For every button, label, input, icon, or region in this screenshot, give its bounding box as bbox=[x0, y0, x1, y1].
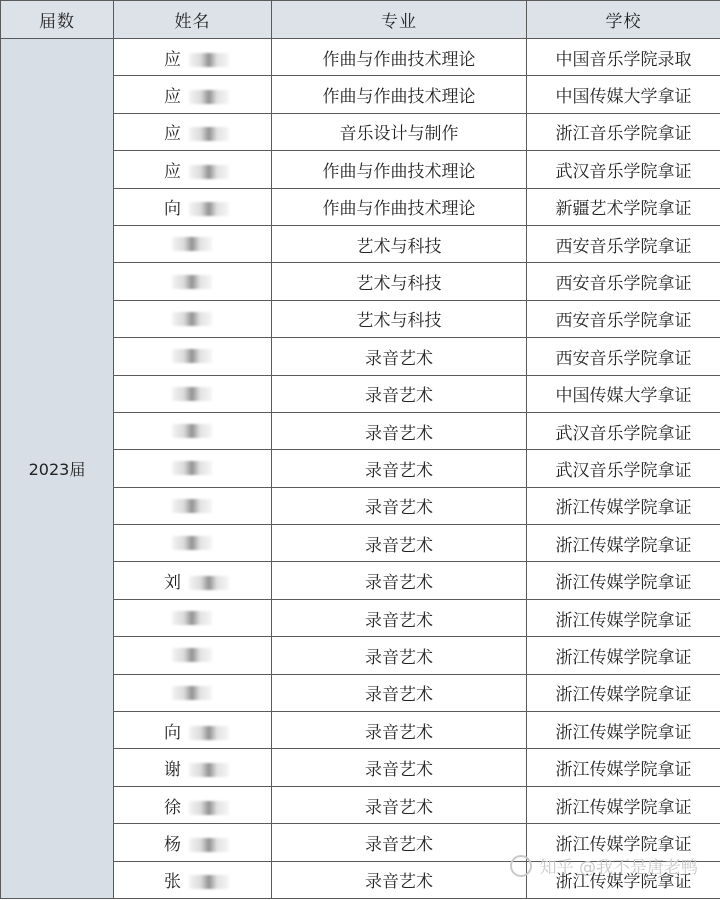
name-cell bbox=[114, 76, 272, 113]
name-text: 应 bbox=[164, 87, 181, 108]
redaction-mosaic bbox=[189, 838, 229, 852]
name-cell bbox=[114, 263, 272, 300]
header-row bbox=[1, 1, 720, 39]
school-cell: 西安音乐学院拿证 bbox=[527, 300, 720, 337]
school-cell: 浙江传媒学院拿证 bbox=[527, 525, 720, 562]
redaction-mosaic bbox=[189, 90, 229, 104]
major-cell: 录音艺术 bbox=[272, 749, 527, 786]
major-cell: 录音艺术 bbox=[272, 525, 527, 562]
school-cell: 浙江传媒学院拿证 bbox=[527, 637, 720, 674]
name-cell bbox=[114, 450, 272, 487]
school-cell: 西安音乐学院拿证 bbox=[527, 263, 720, 300]
name-cell bbox=[114, 225, 272, 262]
name-text: 应 bbox=[164, 49, 181, 70]
name-text: 谢 bbox=[164, 760, 181, 781]
major-cell: 录音艺术 bbox=[272, 637, 527, 674]
redaction-mosaic bbox=[172, 387, 212, 401]
school-cell: 武汉音乐学院拿证 bbox=[527, 412, 720, 449]
redaction-mosaic bbox=[172, 686, 212, 700]
school-cell: 武汉音乐学院拿证 bbox=[527, 450, 720, 487]
school-cell: 浙江传媒学院拿证 bbox=[527, 487, 720, 524]
major-cell: 作曲与作曲技术理论 bbox=[272, 39, 527, 76]
name-text: 刘 bbox=[164, 573, 181, 594]
redaction-mosaic bbox=[172, 648, 212, 662]
camera-icon bbox=[510, 855, 532, 877]
major-cell: 录音艺术 bbox=[272, 450, 527, 487]
redaction-mosaic bbox=[172, 461, 212, 475]
redaction-mosaic bbox=[189, 763, 229, 777]
redaction-mosaic bbox=[189, 801, 229, 815]
major-cell: 作曲与作曲技术理论 bbox=[272, 76, 527, 113]
school-cell: 武汉音乐学院拿证 bbox=[527, 151, 720, 188]
redaction-mosaic bbox=[189, 53, 229, 67]
name-text: 向 bbox=[164, 199, 181, 220]
major-cell: 录音艺术 bbox=[272, 562, 527, 599]
redaction-mosaic bbox=[172, 312, 212, 326]
redaction-mosaic bbox=[189, 165, 229, 179]
name-cell bbox=[114, 637, 272, 674]
school-cell: 浙江传媒学院拿证 bbox=[527, 674, 720, 711]
redaction-mosaic bbox=[172, 349, 212, 363]
name-cell bbox=[114, 824, 272, 861]
school-cell: 新疆艺术学院拿证 bbox=[527, 188, 720, 225]
redaction-mosaic bbox=[189, 127, 229, 141]
school-cell: 浙江传媒学院拿证 bbox=[527, 786, 720, 823]
header-name: 姓名 bbox=[114, 1, 272, 39]
name-cell bbox=[114, 487, 272, 524]
school-cell: 中国传媒大学拿证 bbox=[527, 375, 720, 412]
name-text: 张 bbox=[164, 872, 181, 893]
major-cell: 录音艺术 bbox=[272, 786, 527, 823]
name-cell bbox=[114, 786, 272, 823]
school-cell: 浙江传媒学院拿证 bbox=[527, 712, 720, 749]
name-cell bbox=[114, 412, 272, 449]
major-cell: 录音艺术 bbox=[272, 375, 527, 412]
table-body bbox=[1, 39, 720, 899]
school-cell: 浙江音乐学院拿证 bbox=[527, 113, 720, 150]
school-cell: 中国传媒大学拿证 bbox=[527, 76, 720, 113]
major-cell: 艺术与科技 bbox=[272, 263, 527, 300]
major-cell: 录音艺术 bbox=[272, 674, 527, 711]
header-major: 专业 bbox=[272, 1, 527, 39]
table-row bbox=[1, 39, 720, 76]
school-cell: 浙江传媒学院拿证 bbox=[527, 599, 720, 636]
major-cell: 录音艺术 bbox=[272, 599, 527, 636]
watermark-text: 知乎 @我不是唐老鸭 bbox=[539, 858, 698, 878]
school-cell: 西安音乐学院拿证 bbox=[527, 225, 720, 262]
major-cell: 录音艺术 bbox=[272, 338, 527, 375]
name-text: 向 bbox=[164, 722, 181, 743]
school-cell: 西安音乐学院拿证 bbox=[527, 338, 720, 375]
header-year: 届数 bbox=[1, 1, 114, 39]
school-cell: 浙江传媒学院拿证 bbox=[527, 562, 720, 599]
redaction-mosaic bbox=[189, 576, 229, 590]
name-cell bbox=[114, 861, 272, 898]
redaction-mosaic bbox=[172, 424, 212, 438]
name-cell bbox=[114, 712, 272, 749]
major-cell: 作曲与作曲技术理论 bbox=[272, 151, 527, 188]
school-cell: 浙江传媒学院拿证 bbox=[527, 861, 720, 898]
school-cell: 浙江传媒学院拿证 bbox=[527, 749, 720, 786]
redaction-mosaic bbox=[172, 275, 212, 289]
major-cell: 录音艺术 bbox=[272, 487, 527, 524]
major-cell: 录音艺术 bbox=[272, 712, 527, 749]
name-cell bbox=[114, 39, 272, 76]
major-cell: 录音艺术 bbox=[272, 861, 527, 898]
name-cell bbox=[114, 151, 272, 188]
redaction-mosaic bbox=[172, 499, 212, 513]
major-cell: 录音艺术 bbox=[272, 412, 527, 449]
name-cell bbox=[114, 749, 272, 786]
name-text: 应 bbox=[164, 124, 181, 145]
name-cell bbox=[114, 674, 272, 711]
name-cell bbox=[114, 562, 272, 599]
redaction-mosaic bbox=[189, 202, 229, 216]
name-text: 杨 bbox=[164, 834, 181, 855]
major-cell: 作曲与作曲技术理论 bbox=[272, 188, 527, 225]
watermark bbox=[510, 853, 698, 878]
major-cell: 艺术与科技 bbox=[272, 225, 527, 262]
school-cell: 中国音乐学院录取 bbox=[527, 39, 720, 76]
name-text: 应 bbox=[164, 161, 181, 182]
major-cell: 艺术与科技 bbox=[272, 300, 527, 337]
redaction-mosaic bbox=[172, 611, 212, 625]
redaction-mosaic bbox=[172, 536, 212, 550]
name-cell bbox=[114, 599, 272, 636]
redaction-mosaic bbox=[189, 726, 229, 740]
name-cell bbox=[114, 113, 272, 150]
school-cell: 浙江传媒学院拿证 bbox=[527, 824, 720, 861]
name-cell bbox=[114, 300, 272, 337]
header-school: 学校 bbox=[527, 1, 720, 39]
year-cell: 2023届 bbox=[1, 39, 114, 899]
name-cell bbox=[114, 525, 272, 562]
redaction-mosaic bbox=[189, 875, 229, 889]
redaction-mosaic bbox=[172, 237, 212, 251]
name-cell bbox=[114, 375, 272, 412]
major-cell: 录音艺术 bbox=[272, 824, 527, 861]
name-cell bbox=[114, 188, 272, 225]
name-cell bbox=[114, 338, 272, 375]
name-text: 徐 bbox=[164, 797, 181, 818]
major-cell: 音乐设计与制作 bbox=[272, 113, 527, 150]
